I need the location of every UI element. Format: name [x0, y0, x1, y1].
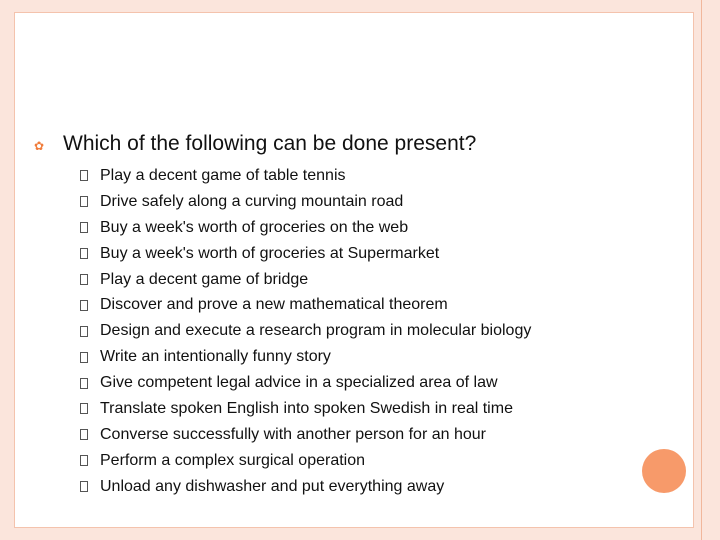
empty-square-icon	[80, 455, 88, 466]
list-item	[80, 318, 531, 344]
list-item-text: Play a decent game of bridge	[100, 270, 309, 288]
empty-square-icon	[80, 326, 88, 337]
empty-square-icon	[80, 378, 88, 389]
list-item	[80, 448, 531, 474]
right-decor-line	[693, 12, 694, 528]
list-item	[80, 344, 531, 370]
decor-circle	[642, 449, 686, 493]
list-item	[80, 370, 531, 396]
list-item-text: Discover and prove a new mathematical theorem	[100, 296, 448, 314]
list-item	[80, 163, 531, 189]
empty-square-icon	[80, 222, 88, 233]
list-item	[80, 267, 531, 293]
list-item-text: Converse successfully with another person for an hour	[100, 425, 486, 443]
list-item-text: Translate spoken English into spoken Swedish in real time	[100, 400, 513, 418]
gear-flower-icon: ✿	[34, 139, 45, 153]
empty-square-icon	[80, 300, 88, 311]
right-decor-strip	[694, 0, 720, 540]
empty-square-icon	[80, 196, 88, 207]
right-decor-line-outer	[701, 0, 702, 540]
empty-square-icon	[80, 274, 88, 285]
list-item-text: Unload any dishwasher and put everything away	[100, 477, 445, 495]
empty-square-icon	[80, 352, 88, 363]
frame-line-left	[14, 12, 15, 528]
empty-square-icon	[80, 170, 88, 181]
list-item	[80, 396, 531, 422]
empty-square-icon	[80, 248, 88, 259]
list-item	[80, 241, 531, 267]
list-item-text: Buy a week's worth of groceries on the web	[100, 218, 409, 236]
list-item-text: Design and execute a research program in molecular biology	[100, 322, 532, 340]
list-item-text: Write an intentionally funny story	[100, 348, 331, 366]
list-item-text: Buy a week's worth of groceries at Supermarket	[100, 244, 440, 262]
list-item-text: Play a decent game of table tennis	[100, 167, 346, 184]
list-item	[80, 422, 531, 448]
bullet-list	[80, 163, 531, 500]
list-item	[80, 474, 531, 500]
list-item-text: Give competent legal advice in a specialized area of law	[100, 374, 498, 392]
list-item	[80, 189, 531, 215]
frame-line-bottom	[14, 527, 694, 528]
slide-heading: Which of the following can be done present?	[63, 132, 477, 155]
list-item-text: Perform a complex surgical operation	[100, 451, 366, 469]
empty-square-icon	[80, 429, 88, 440]
list-item-text: Drive safely along a curving mountain road	[100, 192, 404, 210]
frame-line-top	[14, 12, 694, 13]
empty-square-icon	[80, 403, 88, 414]
empty-square-icon	[80, 481, 88, 492]
list-item	[80, 292, 531, 318]
list-item	[80, 215, 531, 241]
